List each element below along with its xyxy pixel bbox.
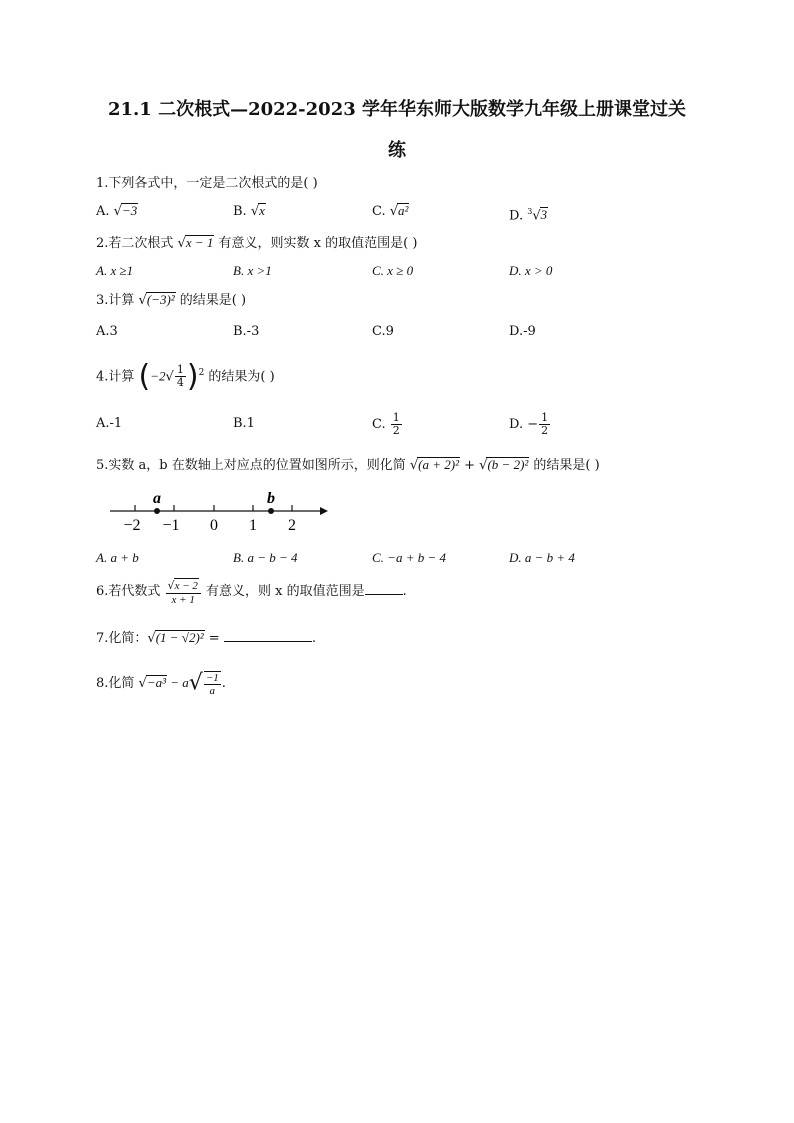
point-a-label: a	[153, 490, 161, 507]
option-a: A.-1	[96, 416, 123, 431]
fraction: $\frac{√x - 2}{x + 1}$	[166, 578, 201, 606]
question-5-stem: 5.实数 a，b 在数轴上对应点的位置如图所示，则化简 √(a + 2)² + √(b − 2)² 的结果是( )	[96, 457, 600, 473]
answer-blank[interactable]	[365, 594, 403, 595]
option-b: B. x >1	[233, 263, 272, 278]
point-b-label: b	[267, 490, 275, 507]
question-3-stem: 3.计算 √(−3)² 的结果是( )	[96, 292, 247, 308]
option-c: C. √a²	[372, 203, 409, 219]
option-c: C.9	[372, 324, 394, 339]
point-b-dot	[268, 508, 274, 514]
question-4-options	[96, 412, 656, 442]
option-a: A. x ≥1	[96, 263, 134, 278]
option-b: B. a − b − 4	[233, 550, 298, 565]
option-d: D. x > 0	[509, 263, 553, 278]
arrow-head	[320, 507, 328, 515]
option-b: B.-3	[233, 324, 260, 339]
question-6-stem: 6.若代数式 $\frac{√x - 2}{x + 1}$ 有意义，则 x 的取值范围是 .	[96, 578, 407, 606]
question-2-stem: 2.若二次根式 √x − 1 有意义，则实数 x 的取值范围是( )	[96, 235, 418, 251]
tick-label: 2	[288, 517, 296, 534]
option-c: C. $\frac{1}{2}$	[372, 411, 400, 437]
option-d: D. a − b + 4	[509, 550, 575, 565]
question-1-options	[96, 202, 656, 224]
option-b: B. √x	[233, 203, 265, 219]
page-title: 21.1 二次根式—2022-2023 学年华东师大版数学九年级上册课堂过关	[107, 99, 687, 120]
option-a: A. a + b	[96, 550, 139, 565]
question-7-stem: 7.化简：√(1 − √2)² = .	[96, 630, 316, 646]
option-b: B.1	[233, 416, 255, 431]
number-line	[108, 486, 330, 538]
question-8-stem: 8.化简 √−a³ − a√ $\frac{-1}{a}$ .	[96, 670, 226, 697]
tick-label: 0	[210, 517, 218, 534]
option-a: A. √−3	[96, 203, 138, 219]
question-3-options	[96, 322, 656, 344]
fraction: $\frac{-1}{a}$	[205, 671, 219, 697]
page-title-continued: 练	[388, 140, 406, 161]
fraction: $\frac{1}{4}$	[176, 363, 184, 390]
question-5-options	[96, 548, 656, 570]
question-2-options	[96, 261, 656, 283]
option-d: D. $^3$√3	[509, 207, 548, 224]
option-d: D. − $\frac{1}{2}$	[509, 411, 549, 437]
option-c: C. x ≥ 0	[372, 263, 414, 278]
option-a: A.3	[96, 324, 118, 339]
tick-label: −2	[123, 517, 141, 534]
option-c: C. −a + b − 4	[372, 550, 446, 565]
answer-blank[interactable]	[224, 641, 312, 642]
point-a-dot	[154, 508, 160, 514]
question-1-stem: 1.下列各式中，一定是二次根式的是( )	[96, 176, 318, 191]
option-d: D.-9	[509, 324, 536, 339]
tick-label: 1	[249, 517, 257, 534]
tick-label: −1	[162, 517, 180, 534]
question-4-stem: 4.计算 (−2√ $\frac{1}{4}$ )$^2$ 的结果为( )	[96, 358, 275, 394]
